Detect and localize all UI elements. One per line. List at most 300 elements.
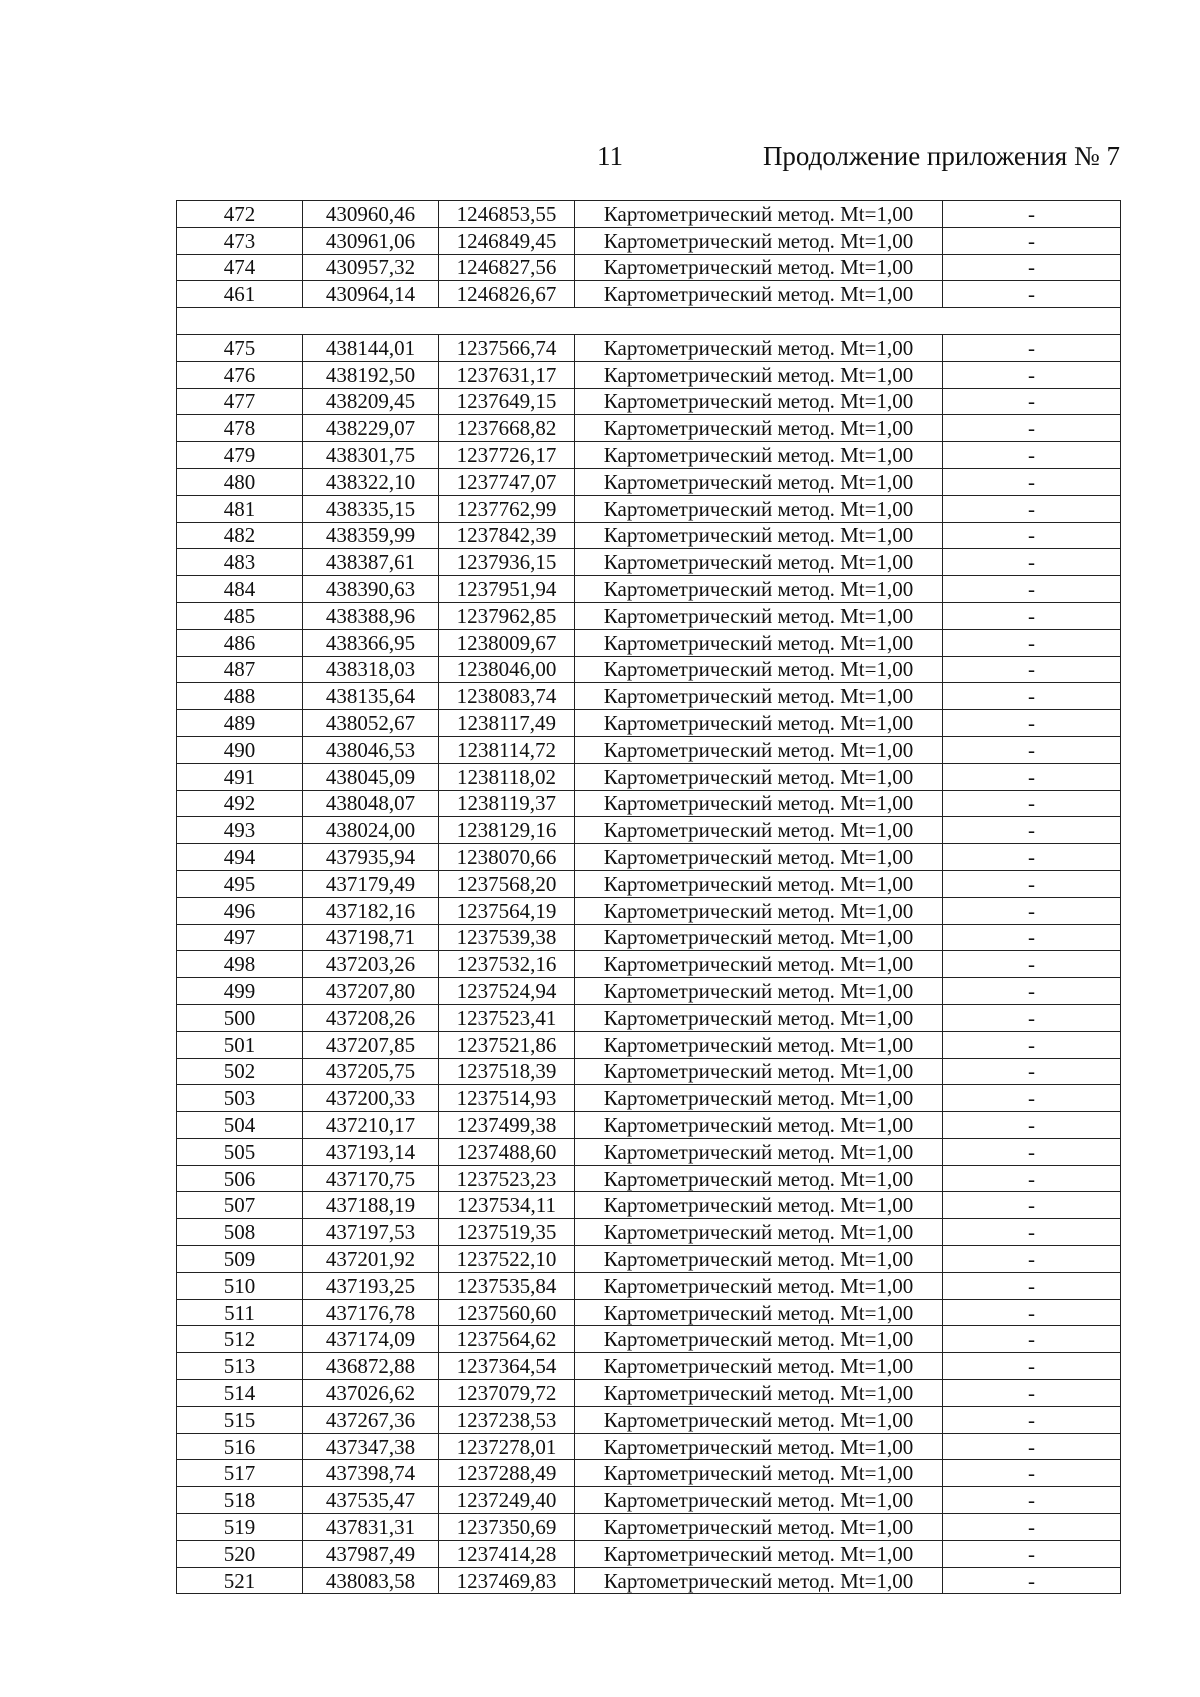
y-coordinate-cell: 1237668,82	[439, 415, 575, 442]
method-cell: Картометрический метод. Mt=1,00	[575, 1272, 943, 1299]
table-row	[177, 1246, 1121, 1273]
separator-row	[177, 308, 1121, 335]
y-coordinate-cell: 1238083,74	[439, 683, 575, 710]
y-coordinate-cell: 1237936,15	[439, 549, 575, 576]
method-cell: Картометрический метод. Mt=1,00	[575, 924, 943, 951]
error-cell: -	[943, 790, 1121, 817]
y-coordinate-cell: 1237524,94	[439, 978, 575, 1005]
x-coordinate-cell: 438301,75	[303, 442, 439, 469]
table-row	[177, 1514, 1121, 1541]
table-row	[177, 736, 1121, 763]
x-coordinate-cell: 437193,25	[303, 1272, 439, 1299]
method-cell: Картометрический метод. Mt=1,00	[575, 683, 943, 710]
point-number-cell: 492	[177, 790, 303, 817]
method-cell: Картометрический метод. Mt=1,00	[575, 844, 943, 871]
table-row	[177, 1058, 1121, 1085]
y-coordinate-cell: 1237564,19	[439, 897, 575, 924]
error-cell: -	[943, 1514, 1121, 1541]
table-row	[177, 629, 1121, 656]
point-number-cell: 521	[177, 1567, 303, 1594]
error-cell: -	[943, 1112, 1121, 1139]
point-number-cell: 486	[177, 629, 303, 656]
x-coordinate-cell: 437197,53	[303, 1219, 439, 1246]
error-cell: -	[943, 442, 1121, 469]
table-row	[177, 870, 1121, 897]
method-cell: Картометрический метод. Mt=1,00	[575, 763, 943, 790]
x-coordinate-cell: 437026,62	[303, 1380, 439, 1407]
method-cell: Картометрический метод. Mt=1,00	[575, 978, 943, 1005]
point-number-cell: 484	[177, 576, 303, 603]
method-cell: Картометрический метод. Mt=1,00	[575, 1326, 943, 1353]
table-row	[177, 817, 1121, 844]
x-coordinate-cell: 437398,74	[303, 1460, 439, 1487]
y-coordinate-cell: 1237522,10	[439, 1246, 575, 1273]
x-coordinate-cell: 438229,07	[303, 415, 439, 442]
error-cell: -	[943, 334, 1121, 361]
x-coordinate-cell: 438387,61	[303, 549, 439, 576]
y-coordinate-cell: 1237762,99	[439, 495, 575, 522]
y-coordinate-cell: 1237518,39	[439, 1058, 575, 1085]
error-cell: -	[943, 1192, 1121, 1219]
y-coordinate-cell: 1246827,56	[439, 254, 575, 281]
method-cell: Картометрический метод. Mt=1,00	[575, 334, 943, 361]
error-cell: -	[943, 1031, 1121, 1058]
x-coordinate-cell: 430957,32	[303, 254, 439, 281]
table-row	[177, 1219, 1121, 1246]
point-number-cell: 507	[177, 1192, 303, 1219]
y-coordinate-cell: 1237564,62	[439, 1326, 575, 1353]
y-coordinate-cell: 1238070,66	[439, 844, 575, 871]
method-cell: Картометрический метод. Mt=1,00	[575, 1433, 943, 1460]
y-coordinate-cell: 1237521,86	[439, 1031, 575, 1058]
y-coordinate-cell: 1238129,16	[439, 817, 575, 844]
x-coordinate-cell: 437176,78	[303, 1299, 439, 1326]
method-cell: Картометрический метод. Mt=1,00	[575, 1246, 943, 1273]
point-number-cell: 474	[177, 254, 303, 281]
error-cell: -	[943, 281, 1121, 308]
error-cell: -	[943, 1004, 1121, 1031]
y-coordinate-cell: 1237079,72	[439, 1380, 575, 1407]
error-cell: -	[943, 897, 1121, 924]
table-row	[177, 602, 1121, 629]
table-row	[177, 254, 1121, 281]
y-coordinate-cell: 1237523,41	[439, 1004, 575, 1031]
method-cell: Картометрический метод. Mt=1,00	[575, 201, 943, 228]
table-row	[177, 495, 1121, 522]
x-coordinate-cell: 438359,99	[303, 522, 439, 549]
page-header-title: Продолжение приложения № 7	[762, 141, 1120, 171]
table-row	[177, 790, 1121, 817]
x-coordinate-cell: 438024,00	[303, 817, 439, 844]
method-cell: Картометрический метод. Mt=1,00	[575, 1165, 943, 1192]
error-cell: -	[943, 1353, 1121, 1380]
table-row	[177, 1460, 1121, 1487]
method-cell: Картометрический метод. Mt=1,00	[575, 361, 943, 388]
method-cell: Картометрический метод. Mt=1,00	[575, 468, 943, 495]
method-cell: Картометрический метод. Mt=1,00	[575, 1004, 943, 1031]
point-number-cell: 499	[177, 978, 303, 1005]
table-row	[177, 1540, 1121, 1567]
y-coordinate-cell: 1237631,17	[439, 361, 575, 388]
x-coordinate-cell: 438388,96	[303, 602, 439, 629]
method-cell: Картометрический метод. Mt=1,00	[575, 495, 943, 522]
point-number-cell: 502	[177, 1058, 303, 1085]
error-cell: -	[943, 468, 1121, 495]
error-cell: -	[943, 361, 1121, 388]
table-row	[177, 951, 1121, 978]
x-coordinate-cell: 438209,45	[303, 388, 439, 415]
x-coordinate-cell: 438052,67	[303, 710, 439, 737]
table-separator	[177, 308, 1121, 335]
table-row	[177, 468, 1121, 495]
point-number-cell: 515	[177, 1406, 303, 1433]
point-number-cell: 501	[177, 1031, 303, 1058]
method-cell: Картометрический метод. Mt=1,00	[575, 576, 943, 603]
error-cell: -	[943, 1460, 1121, 1487]
error-cell: -	[943, 522, 1121, 549]
y-coordinate-cell: 1238119,37	[439, 790, 575, 817]
method-cell: Картометрический метод. Mt=1,00	[575, 1219, 943, 1246]
y-coordinate-cell: 1237962,85	[439, 602, 575, 629]
point-number-cell: 503	[177, 1085, 303, 1112]
x-coordinate-cell: 438335,15	[303, 495, 439, 522]
error-cell: -	[943, 763, 1121, 790]
method-cell: Картометрический метод. Mt=1,00	[575, 790, 943, 817]
table-row	[177, 763, 1121, 790]
y-coordinate-cell: 1237288,49	[439, 1460, 575, 1487]
y-coordinate-cell: 1237350,69	[439, 1514, 575, 1541]
error-cell: -	[943, 683, 1121, 710]
error-cell: -	[943, 602, 1121, 629]
x-coordinate-cell: 436872,88	[303, 1353, 439, 1380]
method-cell: Картометрический метод. Mt=1,00	[575, 1487, 943, 1514]
point-number-cell: 481	[177, 495, 303, 522]
y-coordinate-cell: 1238009,67	[439, 629, 575, 656]
x-coordinate-cell: 438046,53	[303, 736, 439, 763]
y-coordinate-cell: 1237726,17	[439, 442, 575, 469]
x-coordinate-cell: 437203,26	[303, 951, 439, 978]
point-number-cell: 517	[177, 1460, 303, 1487]
error-cell: -	[943, 1487, 1121, 1514]
error-cell: -	[943, 415, 1121, 442]
y-coordinate-cell: 1237535,84	[439, 1272, 575, 1299]
method-cell: Картометрический метод. Mt=1,00	[575, 1192, 943, 1219]
x-coordinate-cell: 437174,09	[303, 1326, 439, 1353]
y-coordinate-cell: 1237519,35	[439, 1219, 575, 1246]
y-coordinate-cell: 1237747,07	[439, 468, 575, 495]
table-row	[177, 1112, 1121, 1139]
method-cell: Картометрический метод. Mt=1,00	[575, 1567, 943, 1594]
x-coordinate-cell: 437182,16	[303, 897, 439, 924]
coordinates-table	[176, 200, 1121, 1594]
x-coordinate-cell: 430961,06	[303, 227, 439, 254]
method-cell: Картометрический метод. Mt=1,00	[575, 549, 943, 576]
x-coordinate-cell: 437210,17	[303, 1112, 439, 1139]
table-row	[177, 1326, 1121, 1353]
table-row	[177, 1299, 1121, 1326]
y-coordinate-cell: 1237514,93	[439, 1085, 575, 1112]
table-row	[177, 281, 1121, 308]
y-coordinate-cell: 1237499,38	[439, 1112, 575, 1139]
x-coordinate-cell: 438192,50	[303, 361, 439, 388]
table-row	[177, 1085, 1121, 1112]
x-coordinate-cell: 437198,71	[303, 924, 439, 951]
error-cell: -	[943, 1246, 1121, 1273]
table-row	[177, 334, 1121, 361]
page-number: 11	[597, 141, 623, 171]
y-coordinate-cell: 1238114,72	[439, 736, 575, 763]
error-cell: -	[943, 951, 1121, 978]
point-number-cell: 505	[177, 1138, 303, 1165]
method-cell: Картометрический метод. Mt=1,00	[575, 629, 943, 656]
point-number-cell: 497	[177, 924, 303, 951]
method-cell: Картометрический метод. Mt=1,00	[575, 281, 943, 308]
point-number-cell: 500	[177, 1004, 303, 1031]
point-number-cell: 488	[177, 683, 303, 710]
method-cell: Картометрический метод. Mt=1,00	[575, 442, 943, 469]
method-cell: Картометрический метод. Mt=1,00	[575, 951, 943, 978]
error-cell: -	[943, 227, 1121, 254]
y-coordinate-cell: 1237414,28	[439, 1540, 575, 1567]
point-number-cell: 512	[177, 1326, 303, 1353]
point-number-cell: 485	[177, 602, 303, 629]
x-coordinate-cell: 437188,19	[303, 1192, 439, 1219]
y-coordinate-cell: 1246853,55	[439, 201, 575, 228]
table-row	[177, 1272, 1121, 1299]
x-coordinate-cell: 437200,33	[303, 1085, 439, 1112]
x-coordinate-cell: 438318,03	[303, 656, 439, 683]
error-cell: -	[943, 1138, 1121, 1165]
method-cell: Картометрический метод. Mt=1,00	[575, 1380, 943, 1407]
y-coordinate-cell: 1237951,94	[439, 576, 575, 603]
point-number-cell: 520	[177, 1540, 303, 1567]
error-cell: -	[943, 1165, 1121, 1192]
x-coordinate-cell: 437201,92	[303, 1246, 439, 1273]
table-row	[177, 361, 1121, 388]
table-row	[177, 201, 1121, 228]
table-row	[177, 1031, 1121, 1058]
y-coordinate-cell: 1237842,39	[439, 522, 575, 549]
y-coordinate-cell: 1237488,60	[439, 1138, 575, 1165]
x-coordinate-cell: 437535,47	[303, 1487, 439, 1514]
x-coordinate-cell: 437170,75	[303, 1165, 439, 1192]
point-number-cell: 473	[177, 227, 303, 254]
x-coordinate-cell: 438366,95	[303, 629, 439, 656]
error-cell: -	[943, 710, 1121, 737]
table-row	[177, 656, 1121, 683]
error-cell: -	[943, 1540, 1121, 1567]
point-number-cell: 491	[177, 763, 303, 790]
method-cell: Картометрический метод. Mt=1,00	[575, 388, 943, 415]
table-group-1	[177, 201, 1121, 308]
y-coordinate-cell: 1238118,02	[439, 763, 575, 790]
table-row	[177, 415, 1121, 442]
error-cell: -	[943, 1567, 1121, 1594]
method-cell: Картометрический метод. Mt=1,00	[575, 736, 943, 763]
error-cell: -	[943, 1433, 1121, 1460]
point-number-cell: 514	[177, 1380, 303, 1407]
point-number-cell: 487	[177, 656, 303, 683]
method-cell: Картометрический метод. Mt=1,00	[575, 1112, 943, 1139]
x-coordinate-cell: 437179,49	[303, 870, 439, 897]
point-number-cell: 495	[177, 870, 303, 897]
point-number-cell: 516	[177, 1433, 303, 1460]
point-number-cell: 477	[177, 388, 303, 415]
x-coordinate-cell: 438135,64	[303, 683, 439, 710]
x-coordinate-cell: 437347,38	[303, 1433, 439, 1460]
table-row	[177, 924, 1121, 951]
y-coordinate-cell: 1237364,54	[439, 1353, 575, 1380]
method-cell: Картометрический метод. Mt=1,00	[575, 1058, 943, 1085]
table-row	[177, 683, 1121, 710]
error-cell: -	[943, 1406, 1121, 1433]
error-cell: -	[943, 736, 1121, 763]
table-row	[177, 1380, 1121, 1407]
table-row	[177, 1138, 1121, 1165]
table-row	[177, 442, 1121, 469]
point-number-cell: 496	[177, 897, 303, 924]
y-coordinate-cell: 1246849,45	[439, 227, 575, 254]
y-coordinate-cell: 1237539,38	[439, 924, 575, 951]
method-cell: Картометрический метод. Mt=1,00	[575, 415, 943, 442]
error-cell: -	[943, 817, 1121, 844]
y-coordinate-cell: 1238046,00	[439, 656, 575, 683]
error-cell: -	[943, 1219, 1121, 1246]
method-cell: Картометрический метод. Mt=1,00	[575, 656, 943, 683]
error-cell: -	[943, 549, 1121, 576]
table-row	[177, 1004, 1121, 1031]
error-cell: -	[943, 1299, 1121, 1326]
error-cell: -	[943, 254, 1121, 281]
method-cell: Картометрический метод. Mt=1,00	[575, 1460, 943, 1487]
method-cell: Картометрический метод. Mt=1,00	[575, 1085, 943, 1112]
point-number-cell: 493	[177, 817, 303, 844]
x-coordinate-cell: 437267,36	[303, 1406, 439, 1433]
error-cell: -	[943, 656, 1121, 683]
table-group-2	[177, 334, 1121, 1593]
point-number-cell: 489	[177, 710, 303, 737]
method-cell: Картометрический метод. Mt=1,00	[575, 1031, 943, 1058]
error-cell: -	[943, 978, 1121, 1005]
method-cell: Картометрический метод. Mt=1,00	[575, 522, 943, 549]
point-number-cell: 490	[177, 736, 303, 763]
table-row	[177, 549, 1121, 576]
x-coordinate-cell: 437831,31	[303, 1514, 439, 1541]
table-row	[177, 1567, 1121, 1594]
y-coordinate-cell: 1237560,60	[439, 1299, 575, 1326]
point-number-cell: 518	[177, 1487, 303, 1514]
error-cell: -	[943, 495, 1121, 522]
error-cell: -	[943, 870, 1121, 897]
table-row	[177, 1165, 1121, 1192]
table-row	[177, 576, 1121, 603]
y-coordinate-cell: 1237238,53	[439, 1406, 575, 1433]
point-number-cell: 461	[177, 281, 303, 308]
table-row	[177, 897, 1121, 924]
x-coordinate-cell: 438045,09	[303, 763, 439, 790]
x-coordinate-cell: 438048,07	[303, 790, 439, 817]
point-number-cell: 519	[177, 1514, 303, 1541]
point-number-cell: 511	[177, 1299, 303, 1326]
point-number-cell: 509	[177, 1246, 303, 1273]
method-cell: Картометрический метод. Mt=1,00	[575, 602, 943, 629]
y-coordinate-cell: 1237532,16	[439, 951, 575, 978]
error-cell: -	[943, 1058, 1121, 1085]
point-number-cell: 479	[177, 442, 303, 469]
method-cell: Картометрический метод. Mt=1,00	[575, 710, 943, 737]
point-number-cell: 498	[177, 951, 303, 978]
x-coordinate-cell: 437193,14	[303, 1138, 439, 1165]
error-cell: -	[943, 924, 1121, 951]
point-number-cell: 508	[177, 1219, 303, 1246]
method-cell: Картометрический метод. Mt=1,00	[575, 1138, 943, 1165]
error-cell: -	[943, 844, 1121, 871]
point-number-cell: 480	[177, 468, 303, 495]
error-cell: -	[943, 1380, 1121, 1407]
error-cell: -	[943, 576, 1121, 603]
method-cell: Картометрический метод. Mt=1,00	[575, 1540, 943, 1567]
y-coordinate-cell: 1237523,23	[439, 1165, 575, 1192]
method-cell: Картометрический метод. Mt=1,00	[575, 1406, 943, 1433]
table-row	[177, 1433, 1121, 1460]
y-coordinate-cell: 1237568,20	[439, 870, 575, 897]
method-cell: Картометрический метод. Mt=1,00	[575, 817, 943, 844]
y-coordinate-cell: 1237249,40	[439, 1487, 575, 1514]
x-coordinate-cell: 437207,80	[303, 978, 439, 1005]
error-cell: -	[943, 388, 1121, 415]
table-row	[177, 844, 1121, 871]
method-cell: Картометрический метод. Mt=1,00	[575, 1353, 943, 1380]
point-number-cell: 506	[177, 1165, 303, 1192]
error-cell: -	[943, 1085, 1121, 1112]
y-coordinate-cell: 1246826,67	[439, 281, 575, 308]
y-coordinate-cell: 1237534,11	[439, 1192, 575, 1219]
point-number-cell: 482	[177, 522, 303, 549]
point-number-cell: 475	[177, 334, 303, 361]
point-number-cell: 510	[177, 1272, 303, 1299]
table-row	[177, 1192, 1121, 1219]
method-cell: Картометрический метод. Mt=1,00	[575, 227, 943, 254]
x-coordinate-cell: 437208,26	[303, 1004, 439, 1031]
point-number-cell: 504	[177, 1112, 303, 1139]
x-coordinate-cell: 437205,75	[303, 1058, 439, 1085]
error-cell: -	[943, 1326, 1121, 1353]
table-row	[177, 1487, 1121, 1514]
table-row	[177, 522, 1121, 549]
y-coordinate-cell: 1237566,74	[439, 334, 575, 361]
x-coordinate-cell: 430960,46	[303, 201, 439, 228]
point-number-cell: 478	[177, 415, 303, 442]
method-cell: Картометрический метод. Mt=1,00	[575, 1514, 943, 1541]
x-coordinate-cell: 438144,01	[303, 334, 439, 361]
table-row	[177, 388, 1121, 415]
point-number-cell: 494	[177, 844, 303, 871]
x-coordinate-cell: 437207,85	[303, 1031, 439, 1058]
x-coordinate-cell: 438083,58	[303, 1567, 439, 1594]
method-cell: Картометрический метод. Mt=1,00	[575, 254, 943, 281]
x-coordinate-cell: 438390,63	[303, 576, 439, 603]
x-coordinate-cell: 438322,10	[303, 468, 439, 495]
x-coordinate-cell: 437987,49	[303, 1540, 439, 1567]
x-coordinate-cell: 437935,94	[303, 844, 439, 871]
table-row	[177, 227, 1121, 254]
y-coordinate-cell: 1237278,01	[439, 1433, 575, 1460]
table-row	[177, 1353, 1121, 1380]
y-coordinate-cell: 1237649,15	[439, 388, 575, 415]
point-number-cell: 513	[177, 1353, 303, 1380]
error-cell: -	[943, 629, 1121, 656]
error-cell: -	[943, 1272, 1121, 1299]
